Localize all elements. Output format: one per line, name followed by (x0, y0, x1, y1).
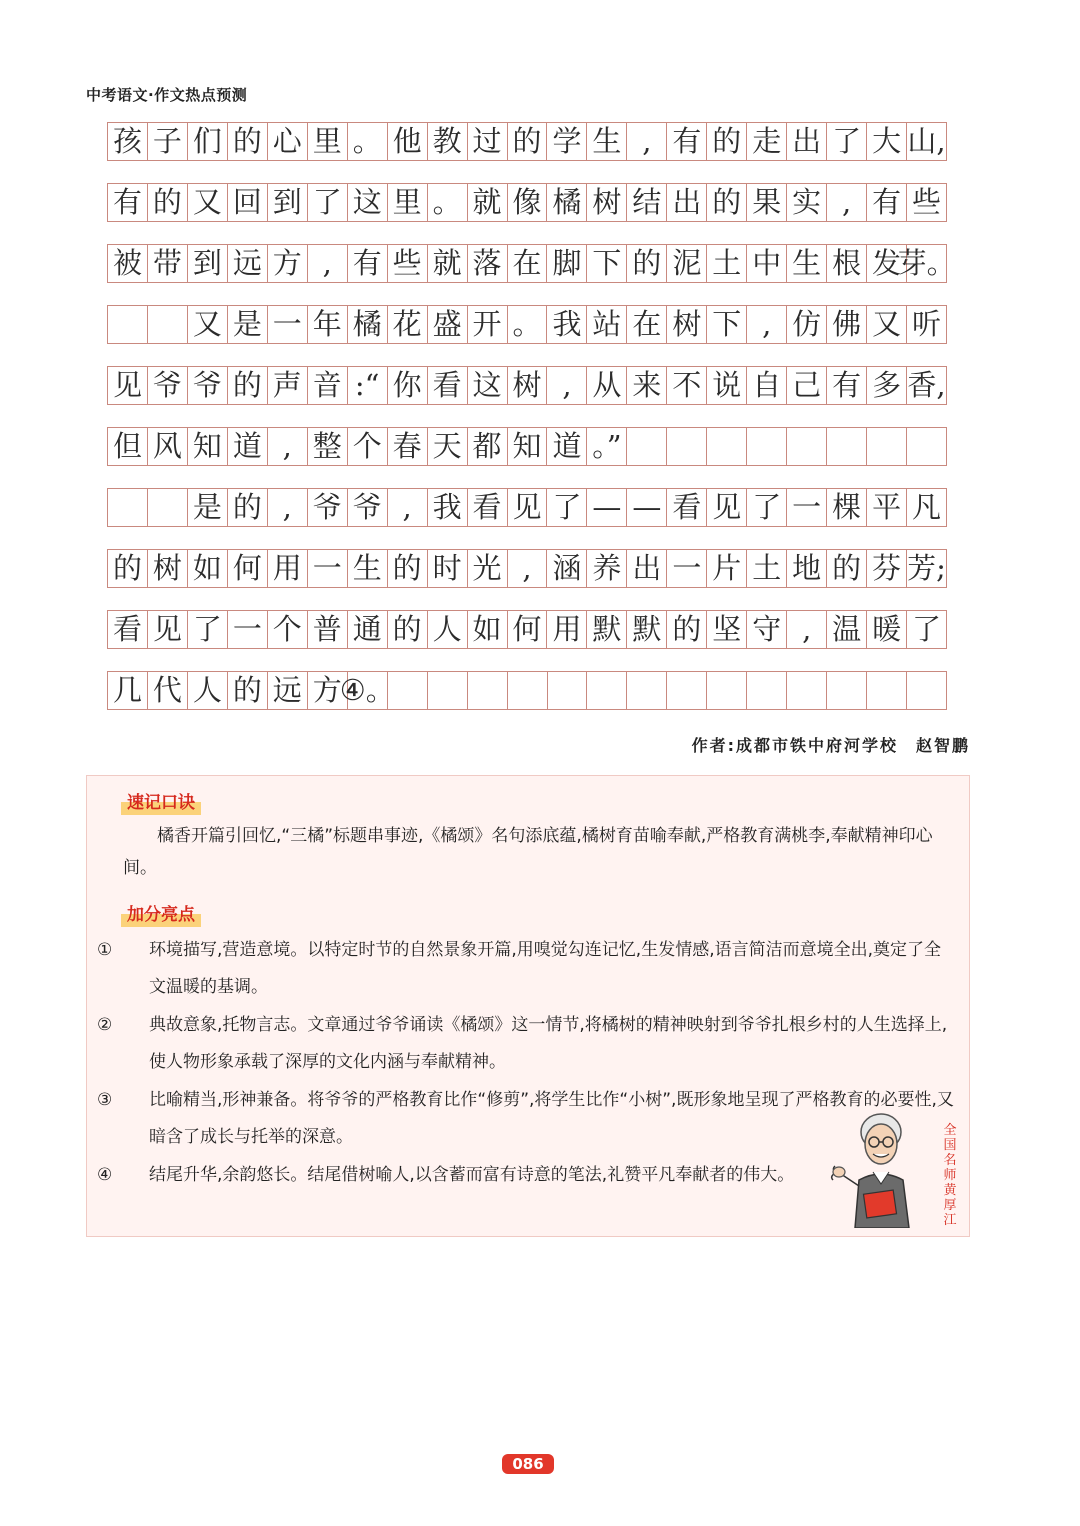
grid-cell: 香, (907, 366, 947, 405)
grid-cell: 生 (587, 122, 627, 161)
grid-cell: 音 (308, 366, 348, 405)
grid-cell: , (508, 549, 548, 588)
grid-cell (627, 427, 667, 466)
grid-cell: 芬 (867, 549, 907, 588)
grid-row (107, 427, 947, 466)
grid-cell: 守 (747, 610, 787, 649)
grid-cell: 的 (148, 183, 188, 222)
comment-box (86, 775, 970, 1237)
grid-cell (867, 427, 907, 466)
grid-cell: 在 (508, 244, 548, 283)
grid-cell: 自 (747, 366, 787, 405)
highlight-number: ④ (97, 1165, 113, 1185)
grid-cell: 结 (627, 183, 667, 222)
grid-cell: 有 (827, 366, 867, 405)
grid-cell: 树 (508, 366, 548, 405)
grid-cell (907, 671, 947, 710)
grid-cell: 仿 (787, 305, 827, 344)
grid-cell: 暖 (867, 610, 907, 649)
grid-cell: 有 (108, 183, 148, 222)
grid-cell: 的 (388, 610, 428, 649)
grid-cell: 回 (228, 183, 268, 222)
grid-row (107, 305, 947, 344)
grid-cell: 普 (308, 610, 348, 649)
grid-cell: 多 (867, 366, 907, 405)
grid-cell: 泥 (667, 244, 707, 283)
grid-cell: 一 (667, 549, 707, 588)
grid-cell: 方 (268, 244, 308, 283)
grid-cell: , (547, 366, 587, 405)
grid-cell: 如 (468, 610, 508, 649)
grid-cell: 用 (268, 549, 308, 588)
grid-cell: 了 (907, 610, 947, 649)
grid-cell (667, 427, 707, 466)
grid-cell: 是 (228, 305, 268, 344)
grid-cell: 见 (508, 488, 548, 527)
highlight-number: ② (97, 1015, 113, 1035)
grid-cell: 。 (428, 183, 468, 222)
memo-text: 橘香开篇引回忆,“三橘”标题串事迹,《橘颂》名句添底蕴,橘树育苗喻奉献,严格教育满桃李,奉献精神印心间。 (123, 826, 933, 878)
grid-cell (827, 427, 867, 466)
grid-cell: 道 (228, 427, 268, 466)
grid-cell: 芳; (907, 549, 947, 588)
grid-cell: 方 (308, 671, 348, 710)
grid-cell: 了 (308, 183, 348, 222)
grid-cell: 下 (587, 244, 627, 283)
grid-cell: , (787, 610, 827, 649)
grid-cell: 见 (707, 488, 747, 527)
grid-cell (148, 488, 188, 527)
grid-cell: 人 (428, 610, 468, 649)
grid-cell (827, 671, 867, 710)
grid-cell (548, 671, 588, 710)
grid-cell: 。” (587, 427, 627, 466)
grid-cell: ④。 (348, 671, 388, 710)
grid-cell: 下 (707, 305, 747, 344)
grid-cell: , (268, 488, 308, 527)
grid-cell: , (308, 244, 348, 283)
highlight-text: 比喻精当,形神兼备。将爷爷的严格教育比作“修剪”,将学生比作“小树”,既形象地呈现了严格教育的必要性,又暗含了成长与托举的深意。 (149, 1090, 954, 1147)
grid-cell: 天 (428, 427, 468, 466)
grid-cell: 。 (508, 305, 548, 344)
grid-cell: 来 (627, 366, 667, 405)
grid-cell: 教 (428, 122, 468, 161)
grid-cell: 何 (508, 610, 548, 649)
grid-cell: 生 (348, 549, 388, 588)
grid-row (107, 549, 947, 588)
grid-cell: 芽。 (907, 244, 947, 283)
grid-cell (707, 671, 747, 710)
grid-cell (787, 671, 827, 710)
grid-cell: , (268, 427, 308, 466)
grid-cell: 一 (787, 488, 827, 527)
grid-row (107, 488, 947, 527)
grid-cell: 土 (747, 549, 787, 588)
grid-cell: 养 (587, 549, 627, 588)
grid-cell: 看 (667, 488, 707, 527)
grid-cell: 的 (228, 488, 268, 527)
grid-cell: 里 (388, 183, 428, 222)
grid-cell: 春 (388, 427, 428, 466)
grid-cell: 根 (827, 244, 867, 283)
grid-cell: 子 (148, 122, 188, 161)
grid-cell: 坚 (707, 610, 747, 649)
grid-cell: 些 (388, 244, 428, 283)
grid-cell: 橘 (547, 183, 587, 222)
grid-cell: 己 (787, 366, 827, 405)
grid-cell: 温 (827, 610, 867, 649)
grid-cell: 不 (667, 366, 707, 405)
grid-cell: 的 (388, 549, 428, 588)
grid-cell: 果 (747, 183, 787, 222)
grid-cell: , (388, 488, 428, 527)
grid-cell: 声 (268, 366, 308, 405)
grid-cell: 个 (348, 427, 388, 466)
grid-cell: 发 (867, 244, 907, 283)
grid-cell (747, 671, 787, 710)
grid-cell: 的 (707, 183, 747, 222)
grid-cell: 树 (148, 549, 188, 588)
grid-cell: 花 (388, 305, 428, 344)
grid-cell: 时 (428, 549, 468, 588)
grid-cell: 大 (867, 122, 907, 161)
grid-cell: 爷 (308, 488, 348, 527)
highlight-text: 环境描写,营造意境。以特定时节的自然景象开篇,用嗅觉勾连记忆,生发情感,语言简洁而意境全出,奠定了全文温暖的基调。 (149, 940, 942, 997)
grid-cell: 默 (587, 610, 627, 649)
grid-cell: 都 (468, 427, 508, 466)
grid-cell: 的 (228, 366, 268, 405)
grid-cell: 的 (228, 122, 268, 161)
grid-cell: :“ (348, 366, 388, 405)
grid-cell: 出 (787, 122, 827, 161)
grid-cell: 被 (108, 244, 148, 283)
grid-cell: 我 (547, 305, 587, 344)
grid-cell: 落 (468, 244, 508, 283)
grid-cell: 说 (707, 366, 747, 405)
grid-cell: 何 (228, 549, 268, 588)
grid-cell: 见 (148, 610, 188, 649)
grid-cell: 默 (627, 610, 667, 649)
grid-cell: 就 (428, 244, 468, 283)
grid-cell: 实 (787, 183, 827, 222)
grid-cell (428, 671, 468, 710)
highlights-title: 加分亮点 (121, 898, 201, 927)
memo-title: 速记口诀 (121, 786, 201, 815)
grid-cell: 看 (468, 488, 508, 527)
grid-cell: 个 (268, 610, 308, 649)
grid-cell: 他 (388, 122, 428, 161)
grid-cell: 道 (547, 427, 587, 466)
grid-cell: 通 (348, 610, 388, 649)
page-header: 中考语文·作文热点预测 (86, 86, 248, 104)
grid-cell: 到 (268, 183, 308, 222)
grid-cell: 代 (148, 671, 188, 710)
grid-cell: 树 (667, 305, 707, 344)
grid-cell: 出 (667, 183, 707, 222)
grid-cell: 爷 (188, 366, 228, 405)
grid-cell: 走 (747, 122, 787, 161)
grid-row (107, 244, 956, 283)
grid-cell: 心 (268, 122, 308, 161)
grid-cell: 几 (108, 671, 148, 710)
grid-cell: 生 (787, 244, 827, 283)
grid-cell: 学 (547, 122, 587, 161)
grid-cell: 年 (308, 305, 348, 344)
composition-grid (107, 122, 956, 732)
grid-cell: 听 (907, 305, 947, 344)
grid-cell: 的 (627, 244, 667, 283)
grid-cell (787, 427, 827, 466)
grid-cell (508, 671, 548, 710)
grid-cell: 整 (308, 427, 348, 466)
grid-cell: 就 (468, 183, 508, 222)
grid-cell: 远 (228, 244, 268, 283)
grid-cell: 见 (108, 366, 148, 405)
grid-cell: 在 (627, 305, 667, 344)
grid-cell: 盛 (428, 305, 468, 344)
grid-cell: 从 (587, 366, 627, 405)
grid-cell: 但 (108, 427, 148, 466)
grid-cell: 脚 (547, 244, 587, 283)
grid-cell (468, 671, 508, 710)
highlight-text: 结尾升华,余韵悠长。结尾借树喻人,以含蓄而富有诗意的笔法,礼赞平凡奉献者的伟大。 (149, 1165, 795, 1185)
teacher-label: 全国名师黄厚江 (943, 1123, 957, 1228)
grid-cell: 人 (188, 671, 228, 710)
grid-cell (627, 671, 667, 710)
highlight-item (97, 932, 955, 1006)
grid-cell (747, 427, 787, 466)
grid-cell: 凡 (907, 488, 947, 527)
grid-cell: 带 (148, 244, 188, 283)
grid-cell: 树 (587, 183, 627, 222)
teacher-cartoon-icon (829, 1110, 925, 1228)
grid-cell: 孩 (108, 122, 148, 161)
grid-cell: 远 (268, 671, 308, 710)
grid-cell: 的 (667, 610, 707, 649)
grid-cell: 如 (188, 549, 228, 588)
grid-cell: 片 (707, 549, 747, 588)
grid-cell (707, 427, 747, 466)
page-number: 086 (502, 1454, 554, 1474)
grid-cell: 风 (148, 427, 188, 466)
highlight-text: 典故意象,托物言志。文章通过爷爷诵读《橘颂》这一情节,将橘树的精神映射到爷爷扎根乡村的人生选择上,使人物形象承载了深厚的文化内涵与奉献精神。 (149, 1015, 948, 1072)
grid-cell (587, 671, 627, 710)
grid-cell: 涵 (547, 549, 587, 588)
grid-cell: — (587, 488, 627, 527)
grid-cell: 知 (188, 427, 228, 466)
grid-cell: 土 (707, 244, 747, 283)
grid-cell: 的 (228, 671, 268, 710)
grid-cell (388, 671, 428, 710)
grid-cell: 佛 (827, 305, 867, 344)
grid-cell: 爷 (348, 488, 388, 527)
grid-cell: , (747, 305, 787, 344)
grid-row (107, 671, 947, 710)
grid-cell: 橘 (348, 305, 388, 344)
grid-cell (148, 305, 188, 344)
grid-cell: 我 (428, 488, 468, 527)
grid-cell: 开 (468, 305, 508, 344)
grid-cell: 。 (348, 122, 388, 161)
highlight-number: ③ (97, 1090, 113, 1110)
grid-cell: 又 (188, 183, 228, 222)
grid-cell: 出 (627, 549, 667, 588)
grid-cell (108, 305, 148, 344)
grid-cell: 有 (348, 244, 388, 283)
grid-cell: 地 (787, 549, 827, 588)
grid-cell (907, 427, 947, 466)
grid-cell (108, 488, 148, 527)
grid-cell: 这 (468, 366, 508, 405)
grid-cell: 的 (707, 122, 747, 161)
grid-row (107, 366, 947, 405)
grid-cell: 的 (508, 122, 548, 161)
grid-cell: 一 (268, 305, 308, 344)
grid-cell: 是 (188, 488, 228, 527)
grid-cell: , (627, 122, 667, 161)
grid-cell: 看 (428, 366, 468, 405)
grid-cell: 像 (508, 183, 548, 222)
grid-cell: 有 (867, 183, 907, 222)
grid-cell: 一 (228, 610, 268, 649)
grid-cell: 爷 (148, 366, 188, 405)
grid-cell: — (627, 488, 667, 527)
grid-row (107, 122, 947, 161)
grid-cell: 中 (747, 244, 787, 283)
grid-cell: 你 (388, 366, 428, 405)
grid-cell: , (827, 183, 867, 222)
grid-row (107, 183, 947, 222)
grid-cell: 站 (587, 305, 627, 344)
grid-cell: 这 (348, 183, 388, 222)
grid-cell: 又 (867, 305, 907, 344)
grid-cell: 了 (747, 488, 787, 527)
grid-cell: 的 (827, 549, 867, 588)
grid-cell: 平 (867, 488, 907, 527)
highlight-item (97, 1157, 839, 1194)
grid-cell: 里 (308, 122, 348, 161)
grid-cell: 用 (547, 610, 587, 649)
grid-row (107, 610, 947, 649)
grid-cell: 一 (308, 549, 348, 588)
grid-cell: 了 (188, 610, 228, 649)
highlight-item (97, 1007, 955, 1081)
grid-cell: 些 (907, 183, 947, 222)
highlight-number: ① (97, 940, 113, 960)
grid-cell: 过 (468, 122, 508, 161)
grid-cell: 棵 (827, 488, 867, 527)
grid-cell: 又 (188, 305, 228, 344)
grid-cell: 们 (188, 122, 228, 161)
grid-cell: 的 (108, 549, 148, 588)
grid-cell: 知 (508, 427, 548, 466)
author-line: 作者:成都市铁中府河学校 赵智鹏 (691, 736, 970, 755)
grid-cell: 光 (468, 549, 508, 588)
grid-cell (667, 671, 707, 710)
grid-cell (867, 671, 907, 710)
grid-cell: 山, (907, 122, 947, 161)
grid-cell: 有 (667, 122, 707, 161)
grid-cell: 了 (827, 122, 867, 161)
grid-cell: 看 (108, 610, 148, 649)
grid-cell: 到 (188, 244, 228, 283)
grid-cell: 了 (547, 488, 587, 527)
